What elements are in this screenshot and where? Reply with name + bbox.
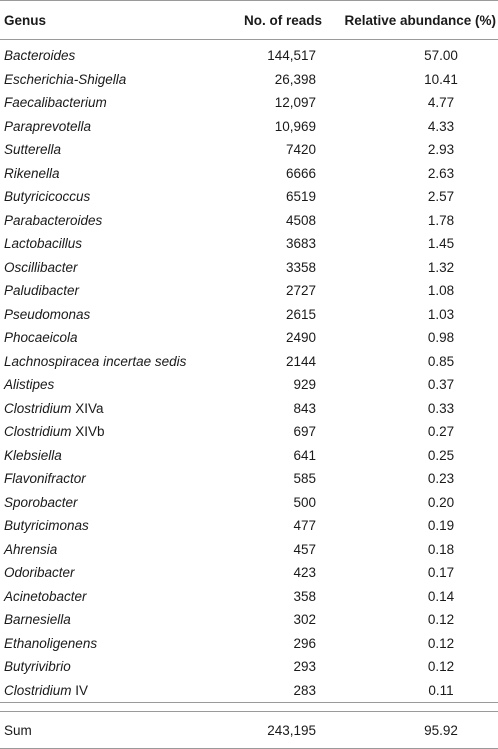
genus-name: Barnesiella [4, 612, 71, 628]
table-row [0, 420, 498, 444]
genus-name: Clostridium [4, 424, 72, 440]
reads-cell: 3683 [285, 236, 316, 252]
reads-cell: 641 [293, 447, 316, 463]
table-row [0, 162, 498, 186]
footer-spacer [0, 703, 498, 712]
genus-cell [0, 561, 222, 585]
genus-name: Alistipes [4, 377, 55, 393]
reads-cell: 2144 [285, 353, 316, 369]
genus-name: Clostridium [4, 682, 72, 698]
reads-cell: 6666 [285, 165, 316, 181]
genus-name: Paraprevotella [4, 118, 92, 134]
reads-cell: 7420 [285, 142, 316, 158]
reads-cell: 423 [293, 565, 316, 581]
table-row [0, 279, 498, 303]
genus-name: Lactobacillus [4, 236, 83, 252]
genus-cell [0, 420, 222, 444]
table-row [0, 138, 498, 162]
reads-cell: 500 [293, 494, 316, 510]
sum-row [0, 712, 498, 749]
genus-cell [0, 444, 222, 468]
genus-cell [0, 40, 222, 68]
genus-name: Odoribacter [4, 565, 75, 581]
genus-cell [0, 209, 222, 233]
abundance-cell: 4.33 [427, 118, 455, 134]
genus-name: Flavonifractor [4, 471, 86, 487]
reads-cell: 697 [293, 424, 316, 440]
genus-cell [0, 279, 222, 303]
abundance-cell: 0.27 [427, 424, 455, 440]
genus-name: Rikenella [4, 165, 60, 181]
genus-name: Ahrensia [4, 541, 58, 557]
table-row [0, 491, 498, 515]
table-row [0, 608, 498, 632]
reads-cell: 843 [293, 400, 316, 416]
table-row [0, 91, 498, 115]
reads-cell: 2615 [285, 306, 316, 322]
abundance-cell: 0.23 [427, 471, 455, 487]
genus-cell [0, 91, 222, 115]
reads-cell: 585 [293, 471, 316, 487]
abundance-cell: 2.57 [427, 189, 455, 205]
abundance-cell: 1.78 [427, 212, 455, 228]
reads-cell: 457 [293, 541, 316, 557]
genus-cell [0, 655, 222, 679]
table-header [0, 1, 498, 40]
genus-cell [0, 350, 222, 374]
genus-name: Sutterella [4, 142, 62, 158]
abundance-cell: 0.17 [427, 565, 455, 581]
table-row [0, 585, 498, 609]
genus-cell [0, 608, 222, 632]
reads-cell: 3358 [285, 259, 316, 275]
genus-cell [0, 538, 222, 562]
header-relative-abundance: Relative abundance (%) [322, 1, 498, 40]
abundance-cell: 0.20 [427, 494, 455, 510]
genus-cell [0, 138, 222, 162]
abundance-cell: 0.85 [427, 353, 455, 369]
abundance-cell: 4.77 [427, 95, 455, 111]
abundance-cell: 2.63 [427, 165, 455, 181]
genus-suffix: XIVb [71, 424, 105, 440]
genus-name: Oscillibacter [4, 259, 78, 275]
genus-name: Bacteroides [4, 48, 76, 64]
reads-cell: 144,517 [267, 48, 316, 64]
genus-name: Sporobacter [4, 494, 78, 510]
reads-cell: 26,398 [274, 71, 316, 87]
header-genus: Genus [0, 1, 222, 40]
reads-cell: 2490 [285, 330, 316, 346]
reads-cell: 358 [293, 588, 316, 604]
table-row [0, 256, 498, 280]
genus-cell [0, 514, 222, 538]
genus-name: Butyricimonas [4, 518, 89, 534]
abundance-cell: 0.25 [427, 447, 455, 463]
abundance-cell: 0.19 [427, 518, 455, 534]
table-row [0, 444, 498, 468]
genus-cell [0, 632, 222, 656]
abundance-cell: 0.33 [427, 400, 455, 416]
table-row [0, 679, 498, 703]
abundance-cell: 0.12 [427, 635, 455, 651]
reads-cell: 302 [293, 612, 316, 628]
header-row [0, 1, 498, 40]
sum-reads: 243,195 [222, 712, 322, 749]
genus-name: Butyricicoccus [4, 189, 91, 205]
genus-name: Pseudomonas [4, 306, 91, 322]
genus-name: Clostridium [4, 400, 72, 416]
reads-cell: 10,969 [274, 118, 316, 134]
abundance-cell: 0.12 [427, 612, 455, 628]
abundance-cell: 1.08 [427, 283, 455, 299]
reads-cell: 4508 [285, 212, 316, 228]
abundance-cell: 1.32 [427, 259, 455, 275]
genus-name: Phocaeicola [4, 330, 78, 346]
genus-name: Parabacteroides [4, 212, 103, 228]
genus-cell [0, 585, 222, 609]
table-row [0, 514, 498, 538]
sum-abundance: 95.92 [322, 712, 498, 749]
table-row [0, 655, 498, 679]
genus-cell [0, 679, 222, 703]
abundance-cell: 2.93 [427, 142, 455, 158]
table-row [0, 350, 498, 374]
reads-cell: 6519 [285, 189, 316, 205]
genus-name: Paludibacter [4, 283, 80, 299]
genus-name: Escherichia-Shigella [4, 71, 127, 87]
table-row [0, 373, 498, 397]
table-row [0, 115, 498, 139]
genus-suffix: IV [71, 682, 89, 698]
table-row [0, 303, 498, 327]
genus-name: Klebsiella [4, 447, 62, 463]
genus-name: Butyrivibrio [4, 659, 71, 675]
table-row [0, 538, 498, 562]
table-row [0, 632, 498, 656]
table-row [0, 185, 498, 209]
reads-cell: 12,097 [274, 95, 316, 111]
reads-cell: 2727 [285, 283, 316, 299]
abundance-cell: 1.45 [427, 236, 455, 252]
genus-cell [0, 326, 222, 350]
genus-name: Faecalibacterium [4, 95, 107, 111]
table-row [0, 68, 498, 92]
genus-cell [0, 68, 222, 92]
reads-cell: 293 [293, 659, 316, 675]
sum-label: Sum [0, 712, 222, 749]
genus-cell [0, 232, 222, 256]
table-body [0, 40, 498, 703]
abundance-cell: 0.14 [427, 588, 455, 604]
genus-cell [0, 467, 222, 491]
reads-cell: 283 [293, 682, 316, 698]
genus-name: Acinetobacter [4, 588, 87, 604]
genus-cell [0, 491, 222, 515]
table-row [0, 209, 498, 233]
genus-cell [0, 185, 222, 209]
abundance-cell: 0.37 [427, 377, 455, 393]
genus-suffix: XIVa [71, 400, 104, 416]
genus-cell [0, 115, 222, 139]
genus-name: Lachnospiracea incertae sedis [4, 353, 187, 369]
abundance-cell: 0.98 [427, 330, 455, 346]
genus-cell [0, 397, 222, 421]
reads-cell: 477 [293, 518, 316, 534]
table-row [0, 561, 498, 585]
genus-cell [0, 256, 222, 280]
abundance-cell: 10.41 [424, 71, 458, 87]
abundance-cell: 0.12 [427, 659, 455, 675]
genus-cell [0, 303, 222, 327]
abundance-cell: 57.00 [424, 48, 458, 64]
table-row [0, 467, 498, 491]
table-footer [0, 703, 498, 749]
table-row [0, 40, 498, 68]
reads-cell: 929 [293, 377, 316, 393]
reads-cell: 296 [293, 635, 316, 651]
table-row [0, 326, 498, 350]
genus-cell [0, 162, 222, 186]
table-row [0, 397, 498, 421]
abundance-cell: 0.11 [428, 682, 454, 698]
genus-cell [0, 373, 222, 397]
abundance-cell: 0.18 [427, 541, 455, 557]
header-no-of-reads: No. of reads [222, 1, 322, 40]
genus-name: Ethanoligenens [4, 635, 98, 651]
abundance-cell: 1.03 [427, 306, 455, 322]
table-row [0, 232, 498, 256]
